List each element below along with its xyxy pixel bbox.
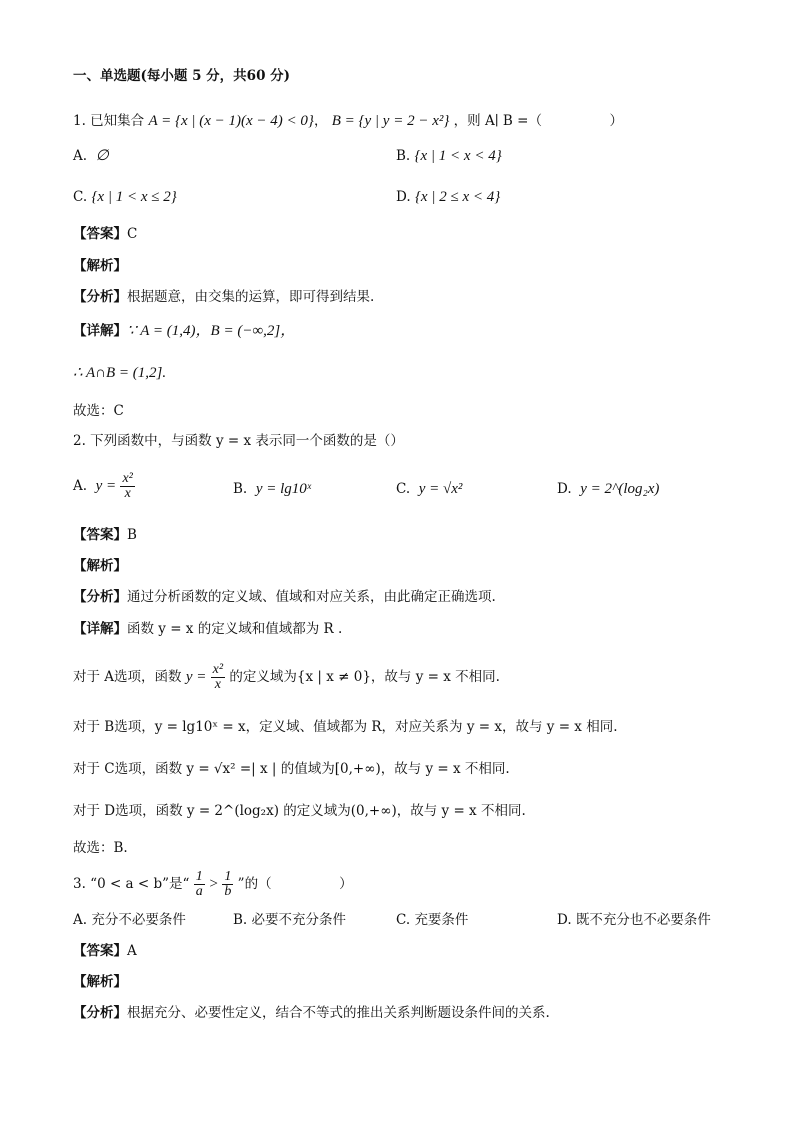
q2-option-a: A. y = $\frac{\text{x²}}{x}$ [73, 471, 133, 501]
q2-option-c: C. y = √x² [396, 481, 463, 497]
q2-option-a-fraction: $\frac{\text{x²}}{x}$ [122, 471, 133, 501]
q2-detail-0: 【详解】函数 y = x 的定义域和值域都为 R . [73, 621, 343, 637]
question-1-stem: 1. 已知集合 A = {x | (x − 1)(x − 4) < 0}， B = {y | y = 2 − x²} ，则 A∣ B =（ ） [73, 113, 623, 129]
q2-detail-b: 对于 B选项，y = lg10ˣ = x，定义域、值域都为 R，对应关系为 y = x，故与 y = x 相同. [73, 719, 618, 735]
q2-analysis-tag: 【解析】 [73, 558, 127, 574]
q3-option-c: C. 充要条件 [396, 912, 469, 928]
q2-answer: 【答案】B [73, 527, 137, 543]
q2-option-b: B. y = lg10ˣ [233, 481, 311, 497]
q1-analysis-tag: 【解析】 [73, 258, 127, 274]
q2-fenxi: 【分析】通过分析函数的定义域、值域和对应关系，由此确定正确选项. [73, 589, 496, 605]
section-title: 一、单选题(每小题 5 分，共60 分) [73, 68, 291, 84]
q3-fenxi: 【分析】根据充分、必要性定义，结合不等式的推出关系判断题设条件间的关系. [73, 1005, 550, 1021]
q3-answer: 【答案】A [73, 943, 137, 959]
q2-choose: 故选：B. [73, 840, 128, 856]
q1-option-c: C. {x | 1 < x ≤ 2} [73, 189, 177, 205]
q1-option-d: D. {x | 2 ≤ x < 4} [396, 189, 501, 205]
q2-detail-d: 对于 D选项，函数 y = 2^(log₂x) 的定义域为(0,+∞)，故与 y = x 不相同. [73, 803, 526, 819]
q3-option-a: A. 充分不必要条件 [73, 912, 186, 928]
q1-choose: 故选：C [73, 403, 124, 419]
q2-detail-c: 对于 C选项，函数 y = √x² =| x | 的值域为[0,+∞)，故与 y = x 不相同. [73, 761, 510, 777]
q1-answer: 【答案】C [73, 226, 138, 242]
q2-detail-a: 对于 A选项，函数 y = $\frac{\text{x²}}{x}$ 的定义域为{x | x ≠ 0}，故与 y = x 不相同. [73, 662, 500, 692]
q1-detail-1: 【详解】∵ A = (1,4)，B = (−∞,2]， [73, 323, 296, 339]
question-2-stem: 2. 下列函数中，与函数 y = x 表示同一个函数的是（） [73, 433, 404, 449]
q3-option-b: B. 必要不充分条件 [233, 912, 347, 928]
q3-fraction-1b: $\frac{1}{b}$ [224, 869, 232, 899]
q1-option-b: B. {x | 1 < x < 4} [396, 148, 502, 164]
q1-option-a: A. ∅ [73, 148, 109, 164]
question-3-stem: 3. “0 < a < b”是“ $\frac{1}{a}$ > $\frac{1}{b}$ ”的（ ） [73, 869, 353, 899]
q3-fraction-1a: $\frac{1}{a}$ [195, 869, 203, 899]
q1-fenxi: 【分析】根据题意，由交集的运算，即可得到结果. [73, 289, 375, 305]
q3-option-d: D. 既不充分也不必要条件 [557, 912, 711, 928]
q2-detail-a-fraction: $\frac{\text{x²}}{x}$ [212, 662, 224, 692]
q2-option-d: D. y = 2^(log₂x) [557, 481, 660, 497]
q3-analysis-tag: 【解析】 [73, 974, 127, 990]
q1-detail-2: ∴ A∩B = (1,2]. [73, 365, 167, 381]
